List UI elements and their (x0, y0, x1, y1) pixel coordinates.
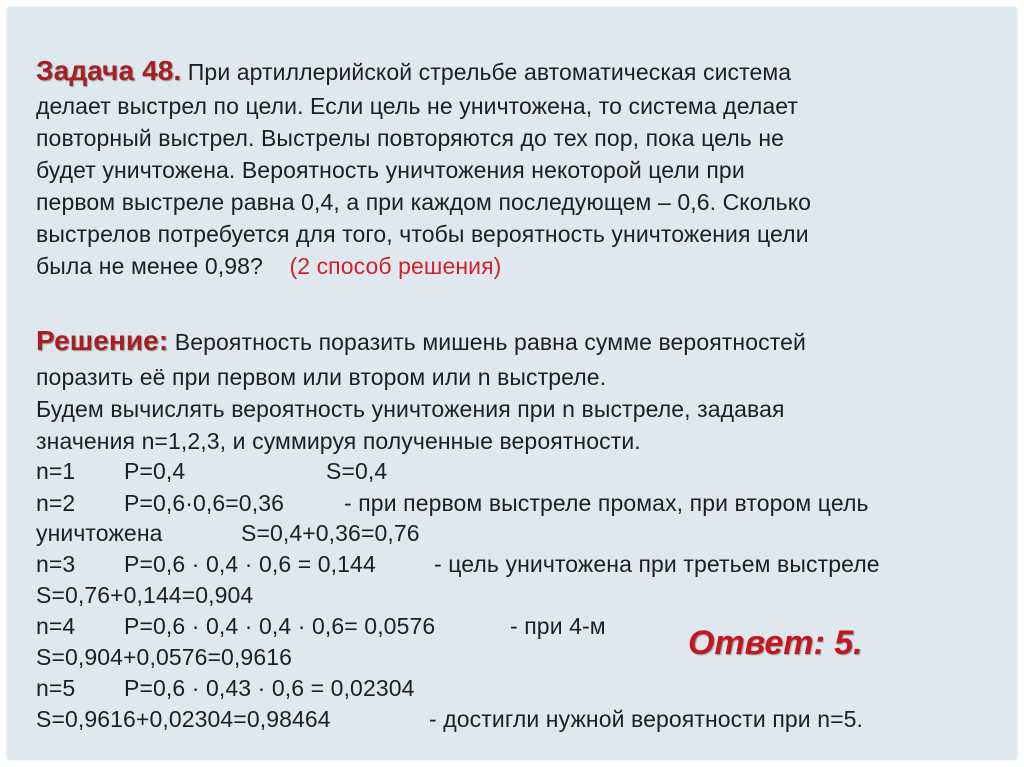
step-comment-cont: уничтожена (36, 520, 163, 546)
solution-heading: Решение: (36, 325, 169, 356)
step-probability: P=0,6 · 0,4 · 0,4 · 0,6= 0,0576 (124, 613, 436, 639)
solution-line-4: значения n=1,2,3, и суммируя полученные вероятности. (36, 428, 641, 454)
step-n4-sum: S=0,904+0,0576=0,9616 (36, 644, 292, 670)
task-line-1 (36, 56, 791, 87)
solution-line-3: Будем вычислять вероятность уничтожения при n выстреле, задавая (36, 396, 785, 422)
step-n-label: n=2 (36, 490, 76, 516)
task-line-5: первом выстреле равна 0,4, а при каждом последующем – 0,6. Сколько (36, 189, 812, 215)
task-line-2: делает выстрел по цели. Если цель не уничтожена, то система делает (36, 93, 798, 119)
task-line-6: выстрелов потребуется для того, чтобы вероятность уничтожения цели (36, 221, 809, 247)
solution-text: Вероятность поразить мишень равна сумме вероятностей (174, 329, 806, 355)
task-line-3: повторный выстрел. Выстрелы повторяются до тех пор, пока цель не (36, 125, 785, 151)
step-comment: - цель уничтожена при третьем выстреле (434, 551, 880, 577)
step-sum: S=0,4+0,36=0,76 (241, 520, 420, 546)
task-line-7 (36, 251, 501, 281)
task-heading: Задача 48. (36, 55, 182, 86)
solution-line-2: поразить её при первом или втором или n выстреле. (36, 364, 607, 390)
task-text: При артиллерийской стрельбе автоматическая система (187, 59, 792, 85)
step-n-label: n=4 (36, 613, 76, 639)
answer: Ответ: 5. (688, 624, 863, 662)
step-n-label: n=3 (36, 551, 76, 577)
task-line-4: будет уничтожена. Вероятность уничтожения некоторой цели при (36, 157, 745, 183)
step-comment: - при 4-м (510, 613, 606, 639)
task-question: была не менее 0,98? (36, 253, 263, 279)
step-n-label: n=1 (36, 458, 76, 484)
step-comment: - достигли нужной вероятности при n=5. (429, 706, 864, 732)
step-probability: P=0,6·0,6=0,36 (124, 490, 284, 516)
solution-line-1 (36, 326, 806, 357)
step-n3-sum: S=0,76+0,144=0,904 (36, 582, 254, 608)
step-probability: P=0,6 · 0,43 · 0,6 = 0,02304 (124, 675, 415, 701)
step-probability: P=0,4 (124, 458, 186, 484)
step-probability: P=0,6 · 0,4 · 0,6 = 0,144 (124, 551, 376, 577)
step-sum: S=0,4 (326, 458, 388, 484)
step-comment: - при первом выстреле промах, при втором цель (344, 490, 869, 516)
method-note: (2 способ решения) (289, 253, 502, 279)
step-sum: S=0,9616+0,02304=0,98464 (36, 706, 331, 732)
slide (8, 8, 1016, 759)
step-n-label: n=5 (36, 675, 76, 701)
